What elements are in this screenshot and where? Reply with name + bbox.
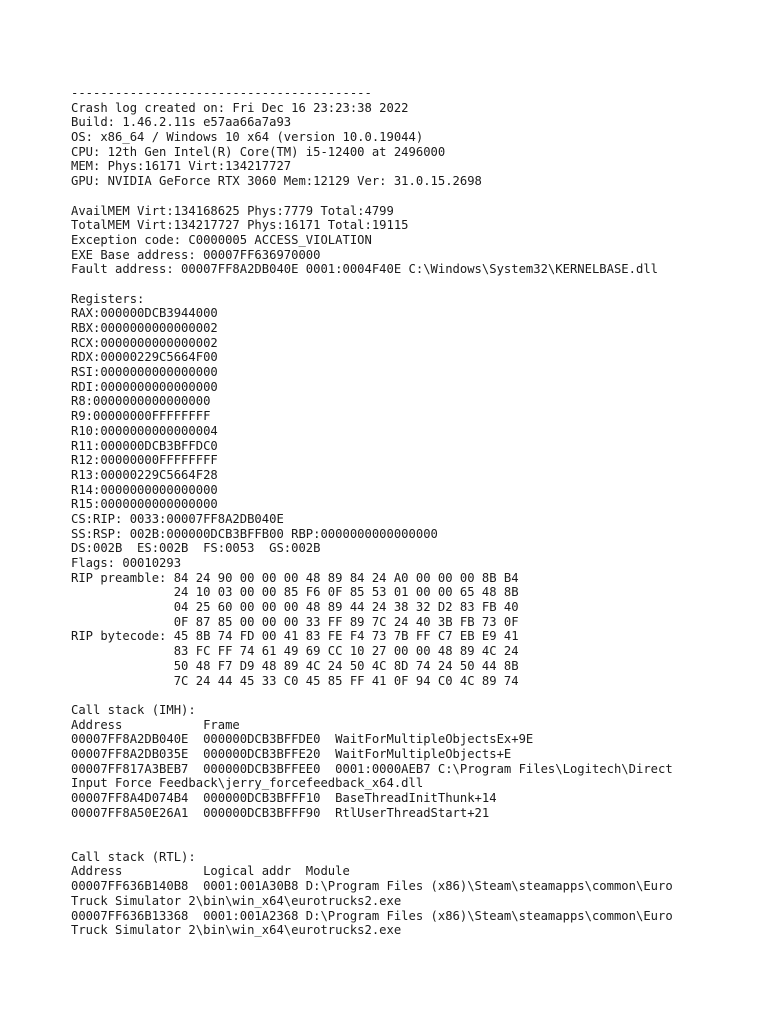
log-line: Address Logical addr Module (71, 864, 350, 879)
log-line: RCX:0000000000000002 (71, 335, 218, 350)
log-line: R12:00000000FFFFFFFF (71, 453, 218, 468)
log-line: 00007FF817A3BEB7 000000DCB3BFFEE0 0001:0000AEB7 C:\Program Files\Logitech\Direct (71, 761, 673, 776)
log-line: 00007FF8A2DB035E 000000DCB3BFFE20 WaitForMultipleObjects+E (71, 746, 512, 761)
log-line: 00007FF8A50E26A1 000000DCB3BFFF90 RtlUserThreadStart+21 (71, 805, 490, 820)
log-line: RDX:00000229C5664F00 (71, 350, 218, 365)
log-line: R8:0000000000000000 (71, 394, 211, 409)
log-line: ----------------------------------------- (71, 86, 372, 100)
log-line: Call stack (IMH): (71, 702, 196, 717)
log-line: R10:0000000000000004 (71, 423, 218, 438)
log-line: R11:000000DCB3BFFDC0 (71, 438, 218, 453)
log-line: RBX:0000000000000002 (71, 321, 218, 335)
log-line (71, 835, 731, 850)
log-line (71, 189, 731, 204)
log-line: GPU: NVIDIA GeForce RTX 3060 Mem:12129 Ver: 31.0.15.2698 (71, 174, 482, 189)
log-line: RSI:0000000000000000 (71, 365, 218, 380)
log-line: RDI:0000000000000000 (71, 379, 218, 394)
log-line (71, 277, 731, 292)
log-line: 0F 87 85 00 00 00 33 FF 89 7C 24 40 3B FB 73 0F (71, 614, 519, 629)
log-line: 24 10 03 00 00 85 F6 0F 85 53 01 00 00 65 48 8B (71, 585, 519, 600)
log-line: Exception code: C0000005 ACCESS_VIOLATION (71, 232, 372, 247)
log-line: 00007FF8A4D074B4 000000DCB3BFFF10 BaseThreadInitThunk+14 (71, 791, 497, 805)
log-line: CPU: 12th Gen Intel(R) Core(TM) i5-12400 at 2496000 (71, 144, 446, 159)
log-line: SS:RSP: 002B:000000DCB3BFFB00 RBP:0000000000000000 (71, 526, 438, 541)
log-line: R14:0000000000000000 (71, 482, 218, 497)
log-line: 00007FF8A2DB040E 000000DCB3BFFDE0 WaitForMultipleObjectsEx+9E (71, 732, 534, 747)
log-line: Truck Simulator 2\bin\win_x64\eurotrucks2.exe (71, 893, 402, 908)
log-line: 00007FF636B13368 0001:001A2368 D:\Program Files (x86)\Steam\steamapps\common\Euro (71, 908, 673, 923)
log-line: Input Force Feedback\jerry_forcefeedback_x64.dll (71, 776, 424, 791)
log-line: Crash log created on: Fri Dec 16 23:23:38 2022 (71, 100, 409, 115)
log-line: Call stack (RTL): (71, 849, 196, 864)
log-line (71, 688, 731, 703)
log-line: RIP bytecode: 45 8B 74 FD 00 41 83 FE F4 73 7B FF C7 EB E9 41 (71, 629, 519, 644)
log-line: 04 25 60 00 00 00 48 89 44 24 38 32 D2 83 FB 40 (71, 600, 519, 615)
log-line: Flags: 00010293 (71, 556, 182, 570)
log-line: RAX:000000DCB3944000 (71, 306, 218, 321)
log-line: Fault address: 00007FF8A2DB040E 0001:0004F40E C:\Windows\System32\KERNELBASE.dll (71, 262, 658, 277)
log-line: R13:00000229C5664F28 (71, 467, 218, 482)
log-line: DS:002B ES:002B FS:0053 GS:002B (71, 541, 321, 556)
log-line: Build: 1.46.2.11s e57aa66a7a93 (71, 115, 292, 130)
log-line: RIP preamble: 84 24 90 00 00 00 48 89 84 24 A0 00 00 00 8B B4 (71, 570, 519, 585)
crash-log-text (71, 86, 731, 938)
log-line: R9:00000000FFFFFFFF (71, 409, 211, 424)
log-line: 50 48 F7 D9 48 89 4C 24 50 4C 8D 74 24 50 44 8B (71, 658, 519, 673)
log-line: AvailMEM Virt:134168625 Phys:7779 Total:4799 (71, 203, 394, 218)
log-line: MEM: Phys:16171 Virt:134217727 (71, 159, 292, 174)
log-line: Address Frame (71, 717, 240, 732)
log-line: Truck Simulator 2\bin\win_x64\eurotrucks2.exe (71, 923, 402, 938)
log-line: OS: x86_64 / Windows 10 x64 (version 10.0.19044) (71, 130, 424, 145)
log-line: R15:0000000000000000 (71, 497, 218, 512)
log-line: CS:RIP: 0033:00007FF8A2DB040E (71, 511, 284, 526)
log-line: Registers: (71, 291, 145, 306)
log-line: 83 FC FF 74 61 49 69 CC 10 27 00 00 48 89 4C 24 (71, 644, 519, 659)
log-line (71, 820, 731, 835)
log-line: 7C 24 44 45 33 C0 45 85 FF 41 0F 94 C0 4C 89 74 (71, 673, 519, 688)
log-line: 00007FF636B140B8 0001:001A30B8 D:\Program Files (x86)\Steam\steamapps\common\Euro (71, 879, 673, 894)
log-line: EXE Base address: 00007FF636970000 (71, 247, 321, 262)
log-line: TotalMEM Virt:134217727 Phys:16171 Total:19115 (71, 218, 409, 233)
